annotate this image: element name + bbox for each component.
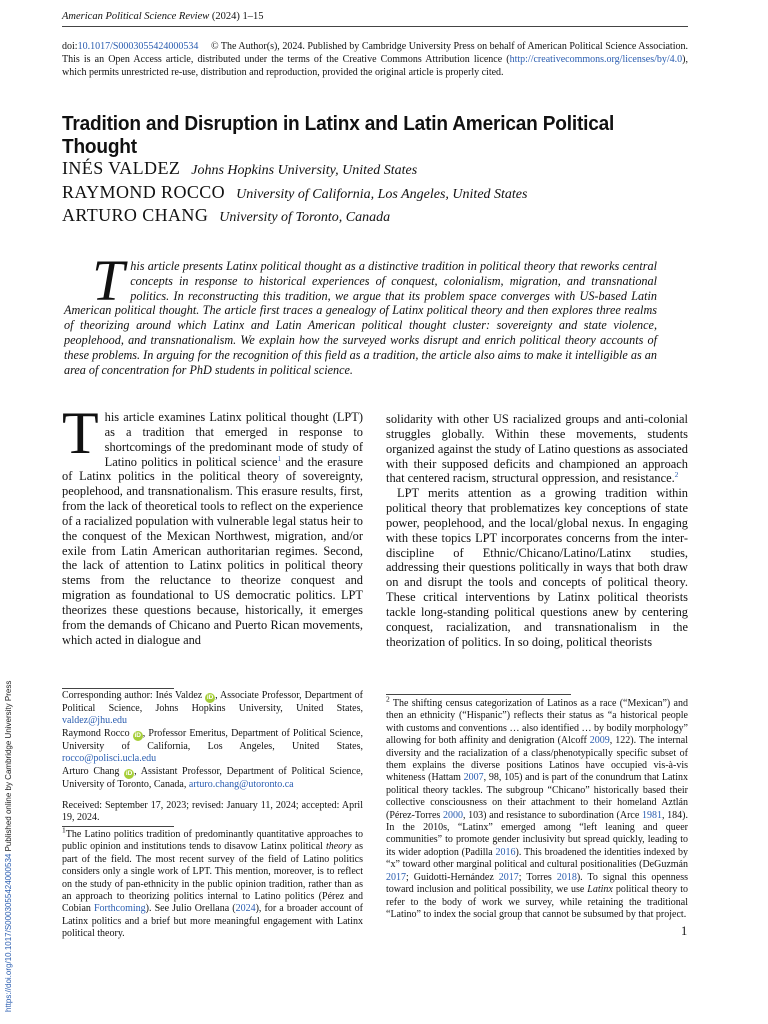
- citation-link[interactable]: 2007: [463, 772, 484, 784]
- email-link-valdez[interactable]: valdez@jhu.edu: [62, 715, 128, 727]
- citation-link[interactable]: 1981: [641, 809, 662, 821]
- citation-link[interactable]: 2018: [556, 871, 577, 883]
- author-2: RAYMOND ROCCO University of California, Los Angeles, United States: [62, 181, 528, 202]
- email-link-rocco[interactable]: rocco@polisci.ucla.edu: [62, 753, 157, 765]
- citation-link[interactable]: 2016: [495, 846, 516, 858]
- received-dates: Received: September 17, 2023; revised: January 11, 2024; accepted: April 19, 2024.: [62, 800, 363, 824]
- email-link-chang[interactable]: arturo.chang@utoronto.ca: [188, 778, 294, 790]
- author-1: INÉS VALDEZ Johns Hopkins University, United States: [62, 158, 418, 178]
- citation-link[interactable]: 2000: [442, 809, 463, 821]
- footnote-2: $^2$ The shifting census categorization of Latinos as a race (“Mexican”) and then an ethnicity (“Hispanic”) reflects their status as “a historical people with customs and conventions … also identified … by bodily morphology” allowing for both affinity and denigration (Alcoff 2009, 122). The internal diversity and the racialization of a class/phenotypically specific subset of them explains the diverse positions Latinos have occupied vis-à-vis whiteness (Hattam 2007, 98, 105) and is part of the conundrum that Latinx political theory tackles. The subgroup “Chicano” historically based their collective consciousness on their attachment to their homeland Aztlán (Pérez-Torres 2000, 103) and resistance to subordination (Arce 1981, 184). In the 2010s, “Latinx” emerged among “left leaning and queer communities” to promote gender inclusivity but spread quickly, leading to its wider adoption (Padilla 2016). This broadened the identities indexed by “x” toward other marginal political and cultural positionalities (DeGuzmán 2017; Guidotti-Hernández 2017; Torres 2018). To signal this openness toward inclusion and political possibility, we use Latinx political theory to refer to the body of work we survey, while retaining the traditional “Latino” to index the social group that cannot be subsumed by that project.: [386, 694, 689, 920]
- author-3: ARTURO CHANG University of Toronto, Canada: [62, 205, 391, 225]
- body-column-left: This article examines Latinx political thought (LPT) as a tradition that emerged in response to shortcomings of the predominant mode of study of Latino politics in political science$^1$ and the erasure of Latinx politics in the political theory of sovereignty, peoplehood, and transnationalism. This erasure results, first, from the lack of theoretical tools to reflect on the experience of a racialized population with vulnerable legal status heir to the conquest of the Mexican Northwest, migration, and/or exile from Latin American authoritarian regimes. Second, the lack of attention to Latinx politics in political theory stems from the reluctance to theorize conquest and migration as foundational to US democratic politics. LPT theorizes these questions because, historically, it emerges from the demands of Chicano and Puerto Rican movements, which acted in dialogue and: [62, 400, 363, 647]
- correspondence-author-1: Corresponding author: Inés Valdez iD , Associate Professor, Department of Political Science, Johns Hopkins University, United States, valdez@jhu.edu: [62, 690, 364, 727]
- header-rule: [62, 26, 688, 27]
- author-list: [62, 158, 527, 229]
- citation-link[interactable]: 2017: [386, 871, 406, 883]
- footnote-ref-2[interactable]: 2: [674, 470, 679, 480]
- side-strip: https://doi.org/10.1017/S0003055424000534 Published online by Cambridge University Press: [4, 680, 13, 1012]
- side-doi-link[interactable]: https://doi.org/10.1017/S0003055424000534: [4, 853, 13, 1012]
- doi-link[interactable]: 10.1017/S0003055424000534: [77, 41, 199, 52]
- footnote-ref-1[interactable]: 1: [277, 453, 282, 463]
- correspondence-author-2: Raymond Rocco iD , Professor Emeritus, Department of Political Science, University of California, Los Angeles, United States, rocco@polisci.ucla.edu: [62, 727, 363, 765]
- orcid-icon[interactable]: iD: [206, 694, 214, 701]
- orcid-icon[interactable]: iD: [125, 769, 133, 777]
- journal-issue: (2024) 1–15: [211, 11, 264, 22]
- journal-header: [62, 11, 263, 22]
- footnote-rule-left-2: [62, 826, 174, 827]
- page-number: 1: [681, 924, 688, 938]
- footnote-rule-right: [386, 694, 571, 695]
- journal-name: American Political Science Review: [62, 11, 210, 22]
- orcid-icon[interactable]: iD: [134, 731, 141, 739]
- body-column-right: solidarity with other US racialized groups and anti-colonial struggles globally. Within these movements, students organized against the study of Latino questions as associated with their supposed deficits and championed an approach that centered racism, structural oppression, and resistance.$^2$ LPT merits attention as a growing tradition within political theory that problematizes key conceptions of state power, peoplehood, and the local/global nexus. In engaging with these topics LPT incorporates concerns from the inter-discipline of Ethnic/Chicano/Latino/Latinx studies, addressing their questions politically in ways that both draw on and disrupt the tools and concepts of political theory. These critical interventions by Latinx political theorists tackle long-standing political questions anew by centering conquest, racialization, and transnationalism in the theorization of politics. In so doing, political theorists: [386, 412, 688, 649]
- correspondence-author-3: Arturo Chang iD , Assistant Professor, Department of Political Science, University of Toronto, Canada, arturo.chang@utoronto.ca: [62, 765, 364, 790]
- citation-link[interactable]: Forthcoming: [94, 903, 146, 915]
- correspondence-block: [62, 690, 363, 825]
- body-drop-cap: T: [62, 400, 99, 466]
- abstract-drop-cap: T: [92, 248, 125, 313]
- footnote-rule-left: [62, 688, 174, 689]
- license-notice: doi:10.1017/S0003055424000534 © The Author(s), 2024. Published by Cambridge University Press on behalf of American Political Science Association. This is an Open Access article, distributed under the terms of the Creative Commons Attribution licence (http://creativecommons.org/licenses/by/4.0), which permits unrestricted re-use, distribution and reproduction, provided the original article is properly cited.: [62, 41, 688, 78]
- license-link[interactable]: http://creativecommons.org/licenses/by/4.0: [509, 54, 683, 65]
- citation-link[interactable]: 2024: [235, 903, 256, 915]
- citation-link[interactable]: 2009: [589, 735, 610, 747]
- citation-link[interactable]: 2017: [498, 871, 519, 883]
- footnote-1: $^1$The Latino politics tradition of predominantly quantitative approaches to public opinion and institutions tends to disavow Latinx political theory as part of the field. The most recent survey of the field of Latino politics considers only a single work of LPT. This mention, moreover, is to reflect on the study of pan-ethnicity in the public opinion tradition, rather than as an approach to theorizing politics internal to Latino politics (Pérez and Cobian Forthcoming). See Julio Orellana (2024), for a broader account of Latinx politics and a brief but more meaningful engagement with Latinx political theory.: [62, 825, 363, 940]
- abstract: This article presents Latinx political thought as a distinctive tradition in political theory that reworks central concepts in response to historical experiences of conquest, colonialism, migration, and transnational politics. In reconstructing this tradition, we argue that its problem space converges with US-based Latin American political thought. The article first traces a genealogy of Latinx political theory and then explores three realms of theorizing around which Latinx and Latin American political thought cluster: sovereignty and state violence, peoplehood, and transnationalism. We explain how the surveyed works disrupt and enrich political theory accounts of these problems. In arguing for the recognition of this field as a tradition, the article also aims to make it intelligible as an area of concentration for PhD students in political science.: [64, 248, 657, 377]
- article-title: Tradition and Disruption in Latinx and Latin American Political Thought: [62, 112, 615, 158]
